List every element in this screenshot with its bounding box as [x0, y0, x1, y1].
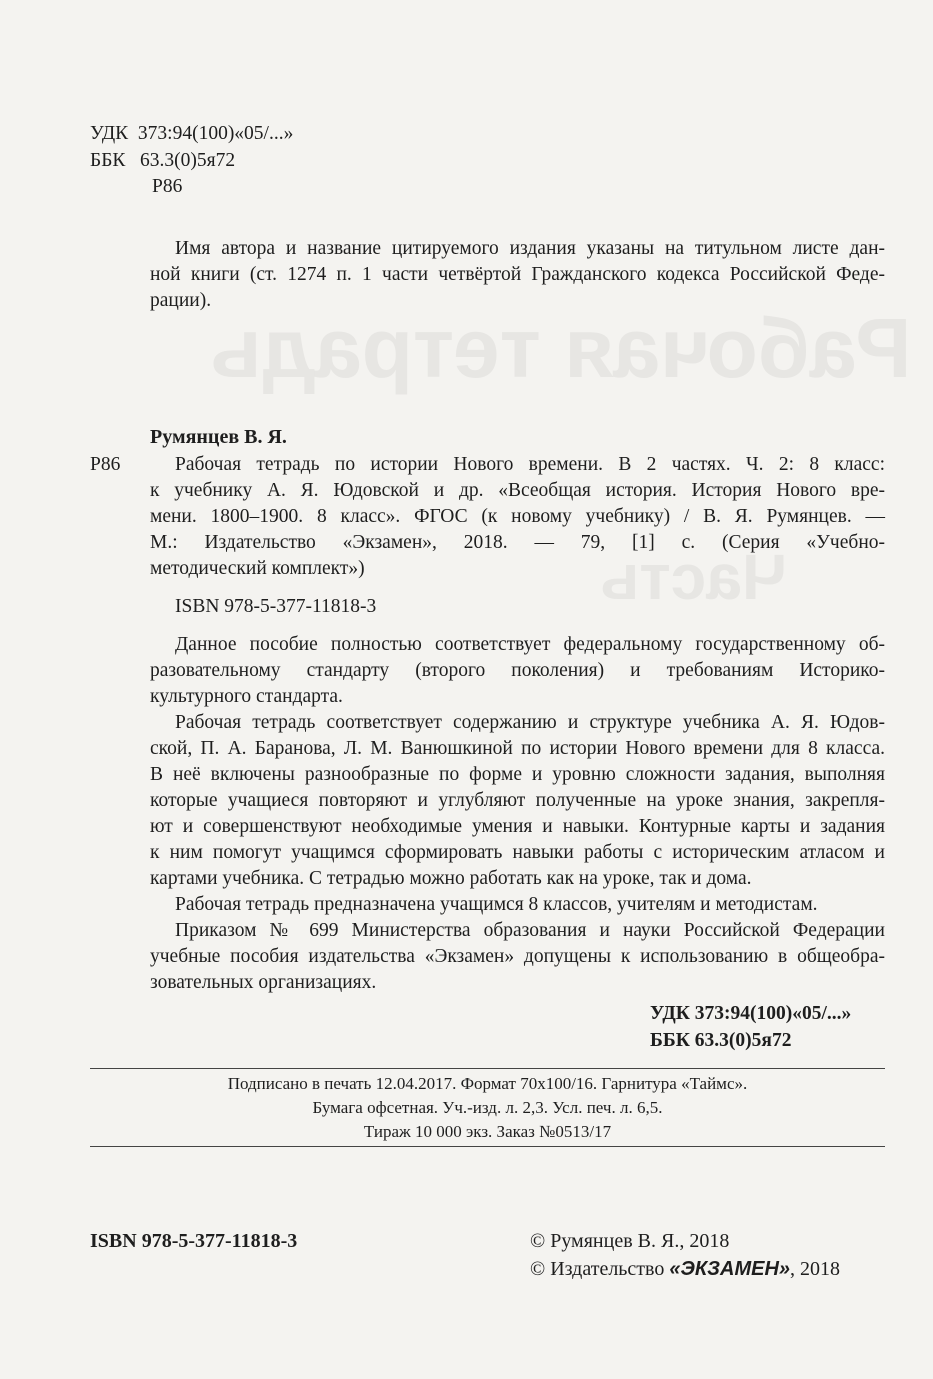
copyright-author: © Румянцев В. Я., 2018: [530, 1230, 730, 1252]
bbk-label: ББК: [90, 150, 126, 171]
description-line: методический комплект»): [150, 558, 365, 579]
annotation-line: Рабочая тетрадь предназначена учащимся 8 классов, учителям и методистам.: [175, 894, 818, 915]
udk-label: УДК: [90, 123, 129, 144]
annotation-line: ют и совершенствуют необходимые умения и навыки. Контурные карты и задания: [150, 816, 885, 837]
description-line: Рабочая тетрадь по истории Нового времени. В 2 частях. Ч. 2: 8 класс:: [175, 454, 885, 475]
isbn-line: ISBN 978-5-377-11818-3: [175, 596, 377, 617]
citation-note-line: ной книги (ст. 1274 п. 1 части четвёртой Гражданского кодекса Российской Феде-: [150, 264, 885, 285]
imprint-line: Бумага офсетная. Уч.-изд. л. 2,3. Усл. печ. л. 6,5.: [312, 1098, 663, 1117]
imprint-bottom-rule: [90, 1146, 885, 1147]
annotation-line: к ним помогут учащимся сформировать навыки работы с историческим атласом и: [150, 842, 885, 863]
bbk-line: [90, 148, 235, 174]
annotation-line: В неё включены разнообразные по форме и уровню сложности задания, выполняя: [150, 764, 885, 785]
annotation-line: разовательному стандарту (второго поколения) и требованиям Историко-: [150, 660, 885, 681]
udk-line: [90, 121, 293, 147]
author-mark-top: Р86: [152, 176, 183, 197]
copyright-publisher: [530, 1256, 840, 1282]
copyright-publisher-prefix: © Издательство: [530, 1258, 670, 1280]
imprint-line: Тираж 10 000 экз. Заказ №0513/17: [363, 1122, 612, 1141]
annotation-line: культурного стандарта.: [150, 686, 343, 707]
udk-bottom: УДК 373:94(100)«05/...»: [650, 1003, 852, 1024]
description-line: к учебнику А. Я. Юдовской и др. «Всеобщая история. История Нового вре-: [150, 480, 885, 501]
annotation-line: зовательных организациях.: [150, 972, 377, 993]
annotation-line: учебные пособия издательства «Экзамен» допущены к использованию в общеобра-: [150, 946, 885, 967]
citation-note-line: Имя автора и название цитируемого издания указаны на титульном листе дан-: [175, 238, 885, 259]
annotation-line: ской, П. А. Баранова, Л. М. Ванюшкиной по истории Нового времени для 8 класса.: [150, 738, 885, 759]
annotation-line: Приказом № 699 Министерства образования и науки Российской Федерации: [175, 920, 885, 941]
footer-isbn: ISBN 978-5-377-11818-3: [90, 1230, 298, 1252]
annotation-line: Рабочая тетрадь соответствует содержанию и структуре учебника А. Я. Юдов-: [175, 712, 885, 733]
show-through-text: Часть: [600, 541, 787, 613]
annotation-line: Данное пособие полностью соответствует федеральному государственному об-: [175, 634, 885, 655]
description-line: мени. 1800–1900. 8 класс». ФГОС (к новому учебнику) / В. Я. Румянцев. —: [150, 506, 885, 527]
imprint-line: Подписано в печать 12.04.2017. Формат 70х100/16. Гарнитура «Таймс».: [227, 1074, 748, 1093]
annotation-line: картами учебника. С тетрадью можно работать как на уроке, так и дома.: [150, 868, 752, 889]
bbk-code: 63.3(0)5я72: [140, 150, 236, 171]
citation-note-line: рации).: [150, 290, 212, 311]
author-heading: Румянцев В. Я.: [150, 426, 287, 448]
description-line: М.: Издательство «Экзамен», 2018. — 79, [1] с. (Серия «Учебно-: [150, 532, 885, 553]
annotation-line: которые учащиеся повторяют и углубляют полученные на уроке знания, закрепля-: [150, 790, 885, 811]
bbk-bottom: ББК 63.3(0)5я72: [650, 1030, 792, 1051]
imprint-top-rule: [90, 1068, 885, 1069]
show-through-text: Рабочая тетрадь: [210, 301, 912, 395]
author-mark: Р86: [90, 454, 121, 475]
copyright-publisher-suffix: , 2018: [790, 1258, 841, 1280]
udk-code: 373:94(100)«05/...»: [137, 123, 294, 144]
publisher-brand: «ЭКЗАМЕН»: [669, 1258, 791, 1280]
